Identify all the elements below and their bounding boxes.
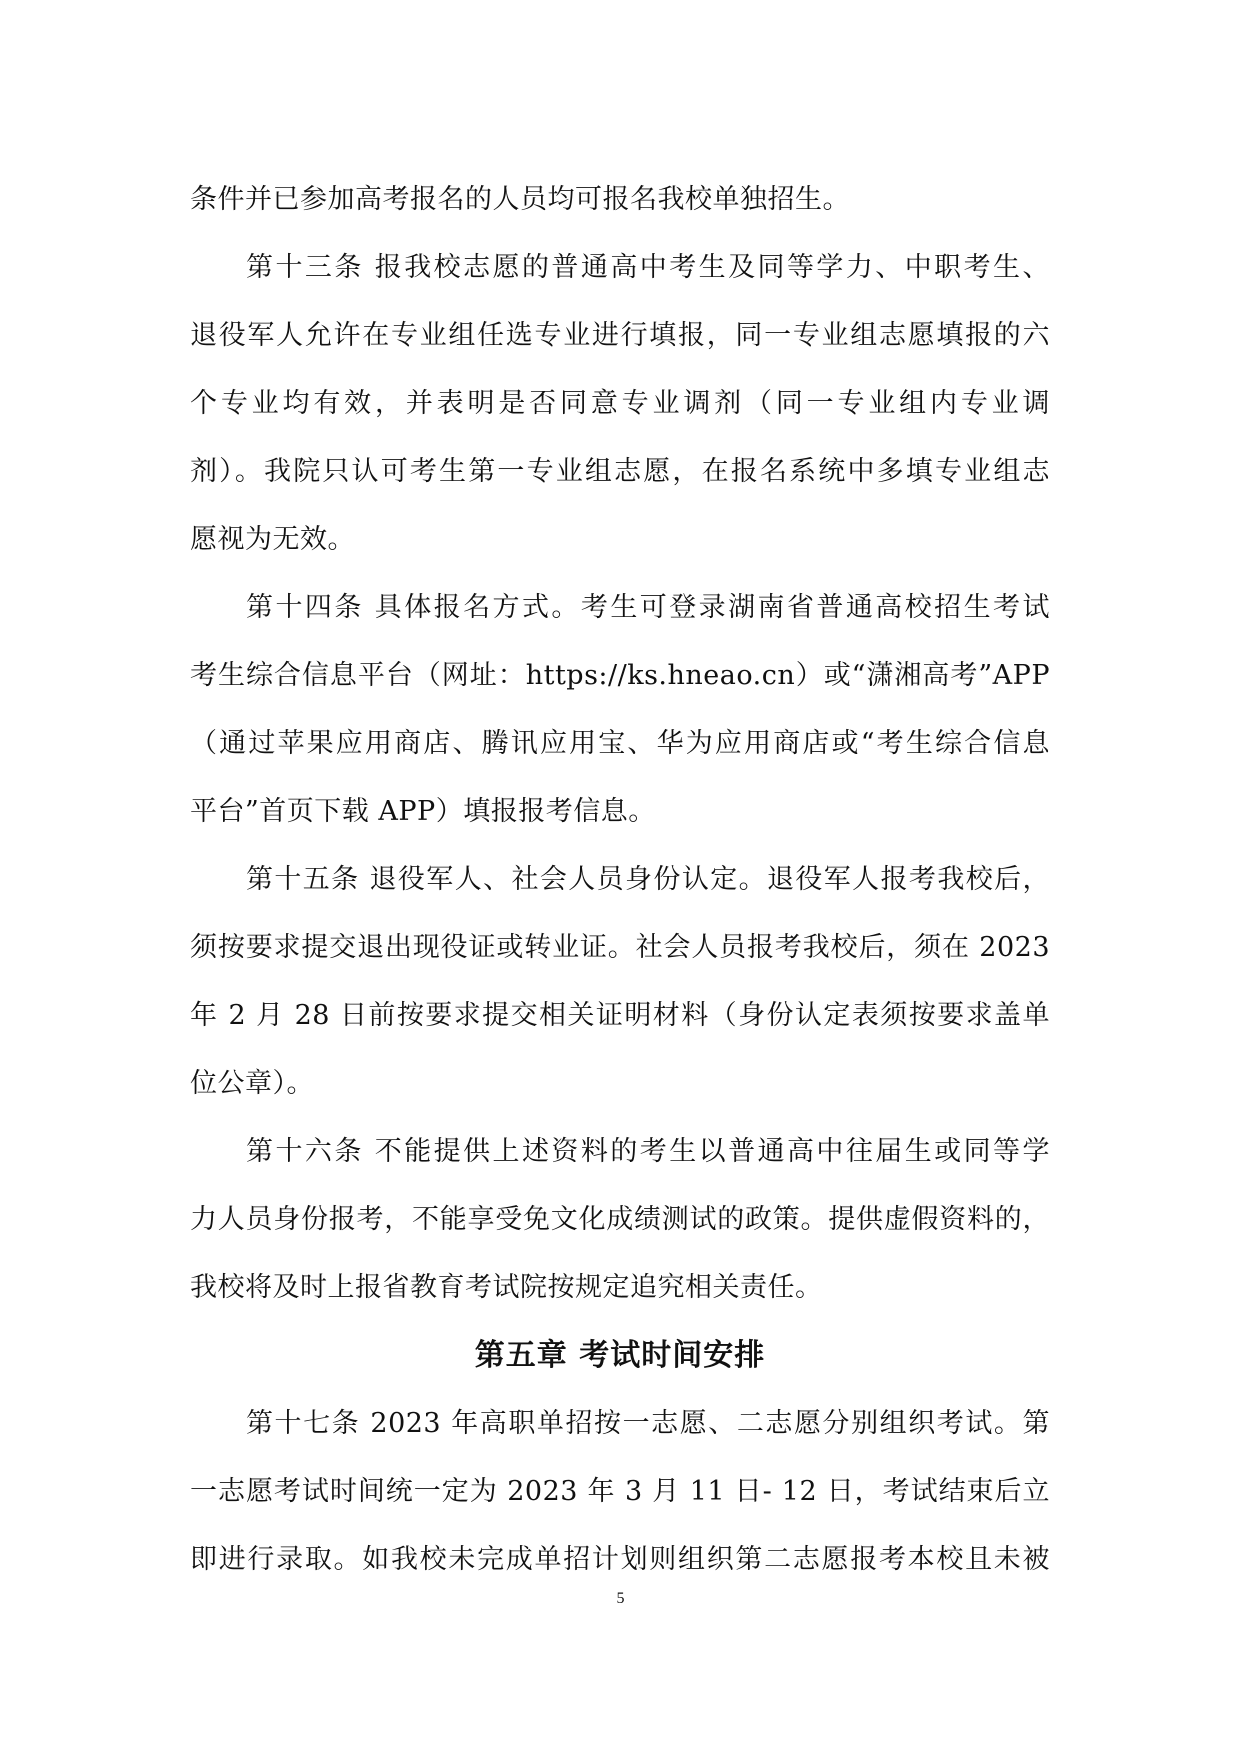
article-14-line: 考生综合信息平台（网址：https://ks.hneao.cn）或“潇湘高考”APP	[190, 660, 1050, 691]
article-17-line: 即进行录取。如我校未完成单招计划则组织第二志愿报考本校且未被	[190, 1544, 1050, 1575]
article-14-line: （通过苹果应用商店、腾讯应用宝、华为应用商店或“考生综合信息	[190, 728, 1050, 759]
article-16-line: 力人员身份报考，不能享受免文化成绩测试的政策。提供虚假资料的，	[190, 1204, 1050, 1235]
article-14-line: 第十四条 具体报名方式。考生可登录湖南省普通高校招生考试	[246, 592, 1050, 623]
article-16-line: 第十六条 不能提供上述资料的考生以普通高中往届生或同等学	[246, 1136, 1050, 1167]
article-13-line: 愿视为无效。	[190, 524, 355, 555]
paragraph-line: 条件并已参加高考报名的人员均可报名我校单独招生。	[190, 184, 850, 215]
article-15-line: 位公章）。	[190, 1068, 314, 1099]
article-17-line: 一志愿考试时间统一定为 2023 年 3 月 11 日- 12 日，考试结束后立	[190, 1476, 1050, 1507]
article-14-line: 平台”首页下载 APP）填报报考信息。	[190, 796, 656, 827]
article-15-line: 第十五条 退役军人、社会人员身份认定。退役军人报考我校后，	[246, 864, 1050, 895]
article-17-line: 第十七条 2023 年高职单招按一志愿、二志愿分别组织考试。第	[246, 1408, 1050, 1439]
article-13-line: 剂）。我院只认可考生第一专业组志愿，在报名系统中多填专业组志	[190, 456, 1050, 487]
article-13-line: 个专业均有效，并表明是否同意专业调剂（同一专业组内专业调	[190, 388, 1050, 419]
article-13-line: 退役军人允许在专业组任选专业进行填报，同一专业组志愿填报的六	[190, 320, 1050, 351]
article-16-line: 我校将及时上报省教育考试院按规定追究相关责任。	[190, 1272, 823, 1303]
article-15-line: 年 2 月 28 日前按要求提交相关证明材料（身份认定表须按要求盖单	[190, 1000, 1050, 1031]
page-body	[190, 166, 1050, 1594]
article-15-line: 须按要求提交退出现役证或转业证。社会人员报考我校后，须在 2023	[190, 932, 1050, 963]
chapter-heading: 第五章 考试时间安排	[474, 1338, 766, 1373]
page-number: 5	[616, 1590, 625, 1607]
article-13-line: 第十三条 报我校志愿的普通高中考生及同等学力、中职考生、	[246, 252, 1050, 283]
